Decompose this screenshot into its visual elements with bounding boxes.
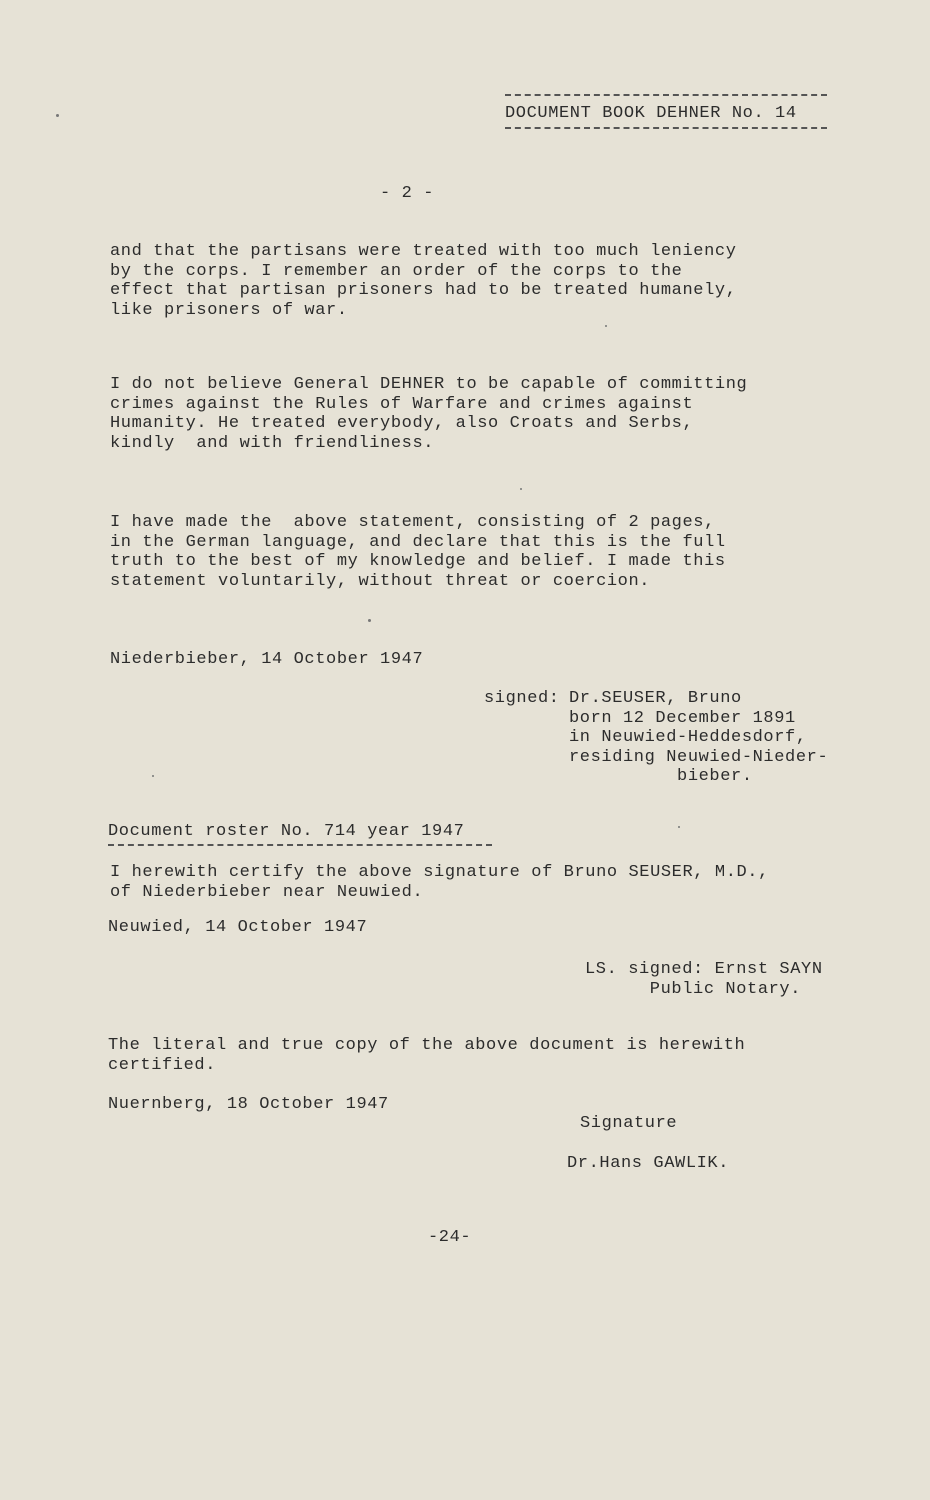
roster-heading: Document roster No. 714 year 1947	[108, 822, 465, 841]
statement-place-date: Niederbieber, 14 October 1947	[110, 650, 424, 669]
paper-speck	[56, 114, 59, 117]
paragraph-2: I do not believe General DEHNER to be capable of committing crimes against the Rules of Warfare and crimes against Humanity. He treated everybody, also Croats and Serbs, kindly and with friendliness.	[110, 375, 748, 453]
signer-details: Dr.SEUSER, Bruno born 12 December 1891 in Neuwied-Heddesdorf, residing Neuwied-Nieder- bieber.	[569, 689, 829, 786]
paper-speck	[520, 488, 522, 490]
page-marker: - 2 -	[380, 184, 435, 203]
page-number: -24-	[428, 1228, 472, 1247]
roster-certify-text: I herewith certify the above signature of Bruno SEUSER, M.D., of Niederbieber near Neuwied.	[110, 863, 769, 902]
paper-speck	[368, 619, 371, 622]
document-book-title: DOCUMENT BOOK DEHNER No. 14	[505, 104, 797, 123]
paper-speck	[152, 775, 154, 777]
header-rule-top	[505, 94, 827, 96]
paper-speck	[605, 325, 607, 327]
roster-place-date: Neuwied, 14 October 1947	[108, 918, 368, 937]
roster-heading-underline	[108, 844, 492, 846]
signed-label: signed:	[484, 689, 560, 708]
certification-place-date: Nuernberg, 18 October 1947	[108, 1095, 389, 1114]
signature-label: Signature	[580, 1114, 678, 1133]
paragraph-3: I have made the above statement, consisting of 2 pages, in the German language, and declare that this is the full truth to the best of my knowledge and belief. I made this statement voluntarily, without threat or coercion.	[110, 513, 726, 591]
paragraph-1: and that the partisans were treated with too much leniency by the corps. I remember an order of the corps to the effect that partisan prisoners had to be treated humanely, like prisoners of war.	[110, 242, 737, 320]
notary-signature: LS. signed: Ernst SAYN Public Notary.	[585, 960, 823, 999]
certifier-name: Dr.Hans GAWLIK.	[567, 1154, 730, 1173]
header-rule-bottom	[505, 127, 827, 129]
certification-text: The literal and true copy of the above document is herewith certified.	[108, 1036, 746, 1075]
paper-speck	[678, 826, 680, 828]
